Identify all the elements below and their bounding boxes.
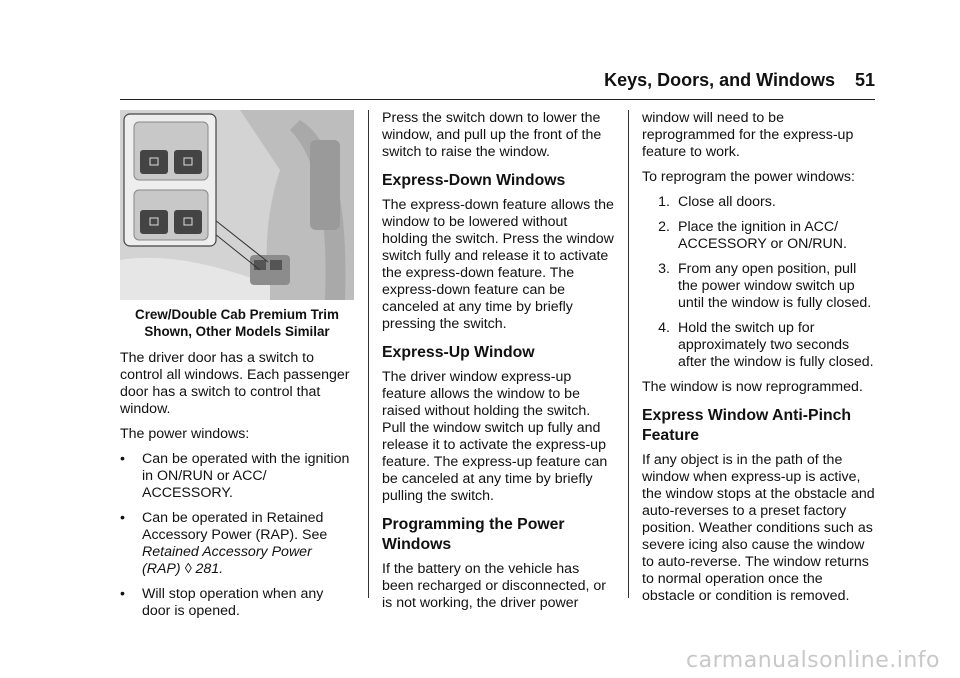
section-heading: Express-Up Window xyxy=(382,344,535,361)
paragraph: The power windows: xyxy=(120,426,250,442)
paragraph: The driver door has a switch to control all windows. Each passenger door has a switch to control that window. xyxy=(120,350,350,417)
column-2 xyxy=(382,110,614,620)
list-item: • Will stop operation when any door is opened. xyxy=(120,586,324,619)
list-item: 2. Place the ignition in ACC/ ACCESSORY or ON/RUN. xyxy=(658,219,847,252)
section-heading: Express Window Anti-Pinch Feature xyxy=(642,407,852,444)
column-divider xyxy=(628,110,629,598)
page-header xyxy=(120,70,875,98)
column-divider xyxy=(368,110,369,598)
door-panel-image xyxy=(120,110,354,300)
paragraph: window will need to be reprogrammed for the express-up feature to work. xyxy=(642,110,854,160)
page-title: Keys, Doors, and Windows 51 xyxy=(604,70,875,90)
watermark: carmanualsonline.info xyxy=(686,648,940,673)
paragraph: The express-down feature allows the window to be lowered without holding the switch. Press the window switch fully and release it to activate the express-down feature. The express-down feature can be canceled at any time by briefly pressing the switch. xyxy=(382,197,614,332)
list-item: 3. From any open position, pull the power window switch up until the window is fully closed. xyxy=(658,261,872,311)
header-rule xyxy=(120,99,875,100)
paragraph: Press the switch down to lower the window, and pull up the front of the switch to raise the window. xyxy=(382,110,602,160)
paragraph: If the battery on the vehicle has been recharged or disconnected, or is not working, the driver power xyxy=(382,561,606,611)
section-heading: Programming the Power Windows xyxy=(382,516,565,553)
section-heading: Express-Down Windows xyxy=(382,172,566,189)
column-1 xyxy=(120,110,354,628)
list-item: 1. Close all doors. xyxy=(658,194,776,210)
list-item: 4. Hold the switch up for approximately two seconds after the window is fully closed. xyxy=(658,320,874,370)
window-switch-illustration xyxy=(120,110,354,300)
list-item: • Can be operated with the ignition in ON/RUN or ACC/ ACCESSORY. xyxy=(120,451,350,501)
cross-reference-link[interactable]: Retained Accessory Power (RAP) xyxy=(142,544,312,577)
paragraph: If any object is in the path of the window when express-up is active, the window stops at the obstacle and auto-reverses to a preset factory position. Weather conditions such as severe icing also cause the window to auto-reverse. The window returns to normal operation once the obstacle or condition is removed. xyxy=(642,452,875,604)
figure-caption: Crew/Double Cab Premium Trim Shown, Other Models Similar xyxy=(135,307,339,339)
paragraph: The window is now reprogrammed. xyxy=(642,379,863,395)
column-3 xyxy=(642,110,876,613)
paragraph: To reprogram the power windows: xyxy=(642,169,855,185)
paragraph: The driver window express-up feature allows the window to be raised without holding the switch. Pull the window switch up fully and release it to activate the express-up feature. The express-up feature can be canceled at any time by briefly pulling the switch. xyxy=(382,369,608,504)
list-item: • Can be operated in Retained Accessory Power (RAP). See Retained Accessory Power (RAP) ◊ 281. xyxy=(120,510,328,577)
